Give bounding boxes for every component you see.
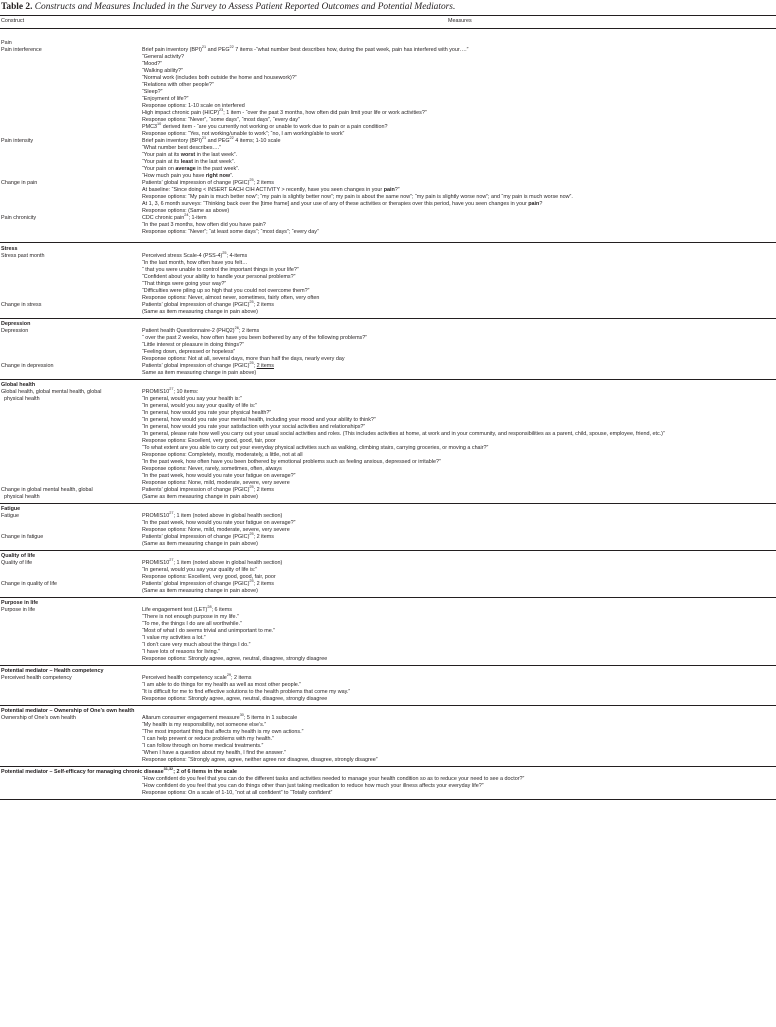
- construct-cell: Change in fatigue: [1, 534, 44, 540]
- measure-cell: “The most important thing that affects my health is my own actions.”: [142, 729, 304, 735]
- measure-cell: “Relations with other people?”: [142, 82, 214, 88]
- header-construct: Construct: [1, 18, 25, 24]
- measure-cell: Patients’ global impression of change (PGIC)$^{25}$; 2 items: [142, 178, 274, 186]
- measure-cell: Patients’ global impression of change (PGIC)$^{25}$; 2 items: [142, 579, 274, 587]
- measure-cell: “Little interest or pleasure in doing things?”: [142, 342, 244, 348]
- section-rule: [0, 799, 776, 800]
- section-heading: Quality of life: [1, 553, 36, 559]
- measure-cell: $PROMIS10^{27}$; 1 item (noted above in global health section): [142, 511, 283, 519]
- measure-cell: “Enjoyment of life?”: [142, 96, 189, 102]
- construct-cell: Change in pain: [1, 180, 38, 186]
- measure-cell: Perceived health competency scale$^{29}$; 2 items: [142, 673, 252, 681]
- measure-cell: “In general, please rate how well you carry out your usual social activities and roles. (This includes activities at home, at work and in your community, and responsibilities as a parent, child, spouse, employee, friend, etc.)”: [142, 431, 665, 437]
- section-heading: Stress: [1, 246, 18, 252]
- measure-cell: “I don’t care very much about the things I do.”: [142, 642, 251, 648]
- measure-cell: “In general, would you say your quality of life is:”: [142, 567, 258, 573]
- section-heading: Purpose in life: [1, 600, 39, 606]
- section-rule: [0, 597, 776, 598]
- measure-cell: “I can follow through on home medical treatments.”: [142, 743, 264, 749]
- table-title: Constructs and Measures Included in the Survey to Assess Patient Reported Outcomes and Potential Mediators.: [34, 2, 456, 12]
- measure-cell: Same as item measuring change in pain above): [142, 370, 257, 376]
- measure-cell: Response options: “Never”; “at least some days”; “most days”; “every day”: [142, 229, 319, 235]
- construct-cell: Perceived health competency: [1, 675, 72, 681]
- measure-cell: Response options: Strongly agree, agree, neutral, disagree, strongly disagree: [142, 696, 328, 702]
- section-heading: Depression: [1, 321, 31, 327]
- section-rule: [0, 503, 776, 504]
- construct-cell: Change in depression: [1, 363, 54, 369]
- construct-cell: Purpose in life: [1, 607, 36, 613]
- measure-cell: “In the past week, how would you rate your fatigue on average?”: [142, 473, 296, 479]
- measure-cell: Perceived stress Scale-4 $(PSS-4)^{25}$; 4-items: [142, 251, 248, 259]
- construct-cell: Pain intensity: [1, 138, 34, 144]
- measure-cell: “In the last month, how often have you felt…: [142, 260, 248, 266]
- measure-cell: “To what extent are you able to carry out your everyday physical activities such as walking, climbing stairs, carrying groceries, or moving a chair?”: [142, 445, 489, 451]
- construct-cell: Ownership of One’s own health: [1, 715, 76, 721]
- measure-cell: “I have lots of reasons for living.”: [142, 649, 220, 655]
- measure-cell: $PROMIS10^{27}$; 1 item (noted above in global health section): [142, 558, 283, 566]
- construct-cell: Change in global mental health, global: [1, 487, 93, 493]
- construct-cell: Pain: [1, 40, 12, 46]
- measure-cell: “In the past week, how often have you been bothered by emotional problems such as feeling anxious, depressed or irritable?”: [142, 459, 441, 465]
- measure-cell: Response options: “My pain is much better now”; “my pain is slightly better now”; my pain is about the same now”; “my pain is slightly worse now”; and “my pain is much worse now”.: [142, 194, 573, 200]
- measure-cell: Response options: 1-10 scale on interfered: [142, 103, 245, 109]
- measure-cell: Response options: Excellent, very good, good, fair, poor: [142, 574, 276, 580]
- section-heading: Fatigue: [1, 506, 21, 512]
- construct-cell: Global health, global mental health, global: [1, 389, 102, 395]
- measure-cell: “ over the past 2 weeks, how often have you been bothered by any of the following problems?”: [142, 335, 368, 341]
- measure-cell: “I value my activities a lot.”: [142, 635, 206, 641]
- measure-cell: “Walking ability?”: [142, 68, 183, 74]
- construct-cell: physical health: [1, 396, 40, 402]
- measure-cell: “ that you were unable to control the important things in your life?”: [142, 267, 299, 273]
- measure-cell: Response options: None, mild, moderate, severe, very severe: [142, 480, 290, 486]
- construct-cell: Depression: [1, 328, 29, 334]
- measure-cell: “There is not enough purpose in my life.”: [142, 614, 239, 620]
- measure-cell: Patients’ global impression of change (PGIC)$^{25}$; 2 items: [142, 532, 274, 540]
- construct-cell: Stress past month: [1, 253, 45, 259]
- section-rule: [0, 379, 776, 380]
- measure-cell: “What number best describes….”: [142, 145, 222, 151]
- measure-cell: Response options: None, mild, moderate, severe, very severe: [142, 527, 290, 533]
- section-rule: [0, 318, 776, 319]
- measure-cell: At 1, 3, 6 month surveys: “Thinking back over the [time frame] and your use of any of these activities or therapies over this period, have you seen changes in your pain?: [142, 201, 543, 207]
- measure-cell: Response options: On a scale of 1-10, “not at all confident” to “Totally confident”: [142, 790, 333, 796]
- section-heading: Potential mediator – Ownership of One’s own health: [1, 708, 135, 714]
- measure-cell: “I can help prevent or reduce problems with my health.”: [142, 736, 274, 742]
- measure-cell: “My health is my responsibility, not someone else’s.”: [142, 722, 267, 728]
- measure-cell: “In general, would you say your health is:”: [142, 396, 242, 402]
- measure-cell: (Same as item measuring change in pain above): [142, 541, 258, 547]
- section-rule: [0, 705, 776, 706]
- measure-cell: “How confident do you feel that you can do the different tasks and activities needed to manage your health condition so as to reduce your need to see a doctor?”: [142, 776, 525, 782]
- section-heading: Potential mediator – Self-efficacy for managing chronic disease$^{31,32}$; 2 of 6 items in the scale: [1, 767, 237, 775]
- measure-cell: Patients’ global impression of change (PGIC)$^{25}$; 2 items: [142, 300, 274, 308]
- construct-cell: physical health: [1, 494, 40, 500]
- construct-cell: Change in quality of life: [1, 581, 58, 587]
- measure-cell: “Your pain at its least in the last week”.: [142, 159, 236, 165]
- section-rule: [0, 665, 776, 666]
- measure-cell: Patient health Questionnaire-2 $(PHQ2)^{26}$; 2 items: [142, 326, 260, 334]
- measure-cell: “To me, the things I do are all worthwhile.”: [142, 621, 242, 627]
- table-label: Table 2.: [1, 2, 33, 12]
- measure-cell: “Confident about your ability to handle your personal problems?”: [142, 274, 296, 280]
- construct-cell: Fatigue: [1, 513, 19, 519]
- measure-cell: Patients’ global impression of change (PGIC)$^{25}$; 2 items: [142, 361, 274, 369]
- measure-cell: “Your pain on average in the past week”.: [142, 166, 240, 172]
- measure-cell: Response options: Never, almost never, sometimes, fairly often, very often: [142, 295, 320, 301]
- measure-cell: $PROMIS10^{27}$; 10 items:: [142, 387, 199, 395]
- measure-cell: Brief pain inventory (BPI)$^{21}$ and PEG$^{22}$ 4 items; 1-10 scale: [142, 136, 281, 144]
- measure-cell: “General activity?: [142, 54, 184, 60]
- measure-cell: Response options: Excellent, very good, good, fair, poor: [142, 438, 276, 444]
- measure-cell: “Feeling down, depressed or hopeless”: [142, 349, 236, 355]
- measure-cell: Response options: “Yes, not working/unable to work”; “no, I am working/able to work”: [142, 131, 345, 137]
- measure-cell: CDC chronic pain$^{24}$; 1-item: [142, 213, 207, 221]
- measure-cell: “Most of what I do seems trivial and unimportant to me.”: [142, 628, 276, 634]
- construct-cell: Change in stress: [1, 302, 42, 308]
- measure-cell: Response options: “Strongly agree, agree, neither agree nor disagree, disagree, strongly disagree”: [142, 757, 378, 763]
- measure-cell: “In the past week, how would you rate your fatigue on average?”: [142, 520, 296, 526]
- measure-cell: “Sleep?”: [142, 89, 163, 95]
- section-heading: Potential mediator – Health competency: [1, 668, 104, 674]
- construct-cell: Pain interference: [1, 47, 42, 53]
- measure-cell: “It is difficult for me to find effective solutions to the health problems that come my way.”: [142, 689, 351, 695]
- section-rule: [0, 766, 776, 767]
- measure-cell: Response options: Completely, mostly, moderately, a little, not at all: [142, 452, 303, 458]
- measure-cell: “Your pain at its worst in the last week”.: [142, 152, 238, 158]
- measure-cell: Altarum consumer engagement measure$^{30}$; 5 items in 1 subscale: [142, 713, 298, 721]
- measure-cell: Life engagement test (LET)$^{28}$; 6 items: [142, 605, 232, 613]
- measure-cell: “In general, would you say your quality of life is:”: [142, 403, 258, 409]
- measure-cell: “That things were going your way?”: [142, 281, 227, 287]
- measure-cell: “How much pain you have right now”.: [142, 173, 234, 179]
- measure-cell: Response options: Never, rarely, sometimes, often, always: [142, 466, 282, 472]
- measure-cell: “Normal work (includes both outside the home and housework)?”: [142, 75, 297, 81]
- measure-cell: “I am able to do things for my health as well as most other people.”: [142, 682, 302, 688]
- section-rule: [0, 550, 776, 551]
- construct-cell: Pain chronicity: [1, 215, 37, 221]
- measure-cell: Response options: Strongly agree, agree, neutral, disagree, strongly disagree: [142, 656, 328, 662]
- measure-cell: Brief pain inventory (BPI)$^{21}$ and PEG$^{22}$ 7 items -“what number best describes how, during the past week, pain has interfered with your….”: [142, 45, 469, 53]
- measure-cell: “In general, how would you rate your mental health, including your mood and your ability to think?”: [142, 417, 376, 423]
- measure-cell: “In the past 3 months, how often did you have pain?: [142, 222, 266, 228]
- measure-cell: At baseline: “Since doing < INSERT EACH CIH ACTIVITY > recently, have you seen changes in your pain?”: [142, 187, 400, 193]
- measure-cell: $PMC3^{10}$ derived item - “are you currently not working or unable to work due to pain or a pain condition?: [142, 122, 388, 130]
- construct-cell: Quality of life: [1, 560, 33, 566]
- measure-cell: Response options: Not at all, several days, more than half the days, nearly every day: [142, 356, 345, 362]
- section-rule: [0, 242, 776, 243]
- measure-cell: Response options: “Never”, “some days”, “most days”, “every day”: [142, 117, 300, 123]
- measure-cell: Response options: (Same as above): [142, 208, 230, 214]
- measure-cell: (Same as item measuring change in pain above): [142, 309, 258, 315]
- measure-cell: (Same as item measuring change in pain above): [142, 588, 258, 594]
- measure-cell: “In general, how would you rate your satisfaction with your social activities and relationships?”: [142, 424, 366, 430]
- measure-cell: Patients’ global impression of change (PGIC)$^{25}$; 2 items: [142, 485, 274, 493]
- measure-cell: “In general, how would you rate your physical health?”: [142, 410, 272, 416]
- measure-cell: (Same as item measuring change in pain above): [142, 494, 258, 500]
- measure-cell: “How confident do you feel that you can do things other than just taking medication to reduce how much your illness affects your everyday life?”: [142, 783, 484, 789]
- measure-cell: “Difficulties were piling up so high that you could not overcome them?”: [142, 288, 310, 294]
- section-heading: Global health: [1, 382, 36, 388]
- measure-cell: “When I have a question about my health, I find the answer.”: [142, 750, 286, 756]
- measure-cell: High impact chronic pain (HICP)$^{23}$; 1 item - “over the past 3 months, how often did pain limit your life or work activities?”: [142, 108, 427, 116]
- header-measures: Measures: [448, 18, 472, 24]
- measure-cell: “Mood?”: [142, 61, 163, 67]
